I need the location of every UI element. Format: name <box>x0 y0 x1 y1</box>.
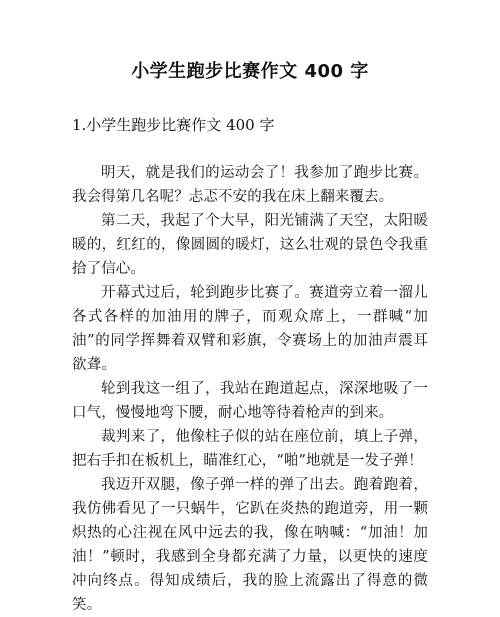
paragraph-2: 第二天，我起了个大早，阳光铺满了天空，太阳暖暖的，红红的，像圆圆的暖灯，这么壮观的景色令我重拾了信心。 <box>72 213 428 277</box>
paragraph-4: 轮到我这一组了，我站在跑道起点，深深地吸了一口气，慢慢地弯下腰，耐心地等待着枪声的到来。 <box>72 381 428 421</box>
paragraph-1: 明天，就是我们的运动会了！我参加了跑步比赛。我会得第几名呢？忐忑不安的我在床上翻来覆去。 <box>72 165 428 205</box>
paragraph-6: 我迈开双腿，像子弹一样的弹了出去。跑着跑着，我仿佛看见了一只蜗牛，它趴在炎热的跑道旁，用一颗炽热的心注视在风中远去的我，像在呐喊：“加油！加油！”顿时，我感到全身都充满了力量，以更快的速度冲向终点。得知成绩后，我的脸上流露出了得意的微笑。 <box>72 477 428 613</box>
document-title: 小学生跑步比赛作文 400 字 <box>131 61 369 82</box>
paragraph-5: 裁判来了，他像柱子似的站在座位前，填上子弹，把右手扣在板机上，瞄准红心，“啪”地就是一发子弹！ <box>72 429 428 469</box>
paragraph-3: 开幕式过后，轮到跑步比赛了。赛道旁立着一溜儿各式各样的加油用的牌子，而观众席上，一群喊“加油”的同学挥舞着双臂和彩旗，令赛场上的加油声震耳欲聋。 <box>72 285 428 373</box>
section-heading: 1.小学生跑步比赛作文 400 字 <box>72 116 275 134</box>
essay-body <box>72 161 428 617</box>
